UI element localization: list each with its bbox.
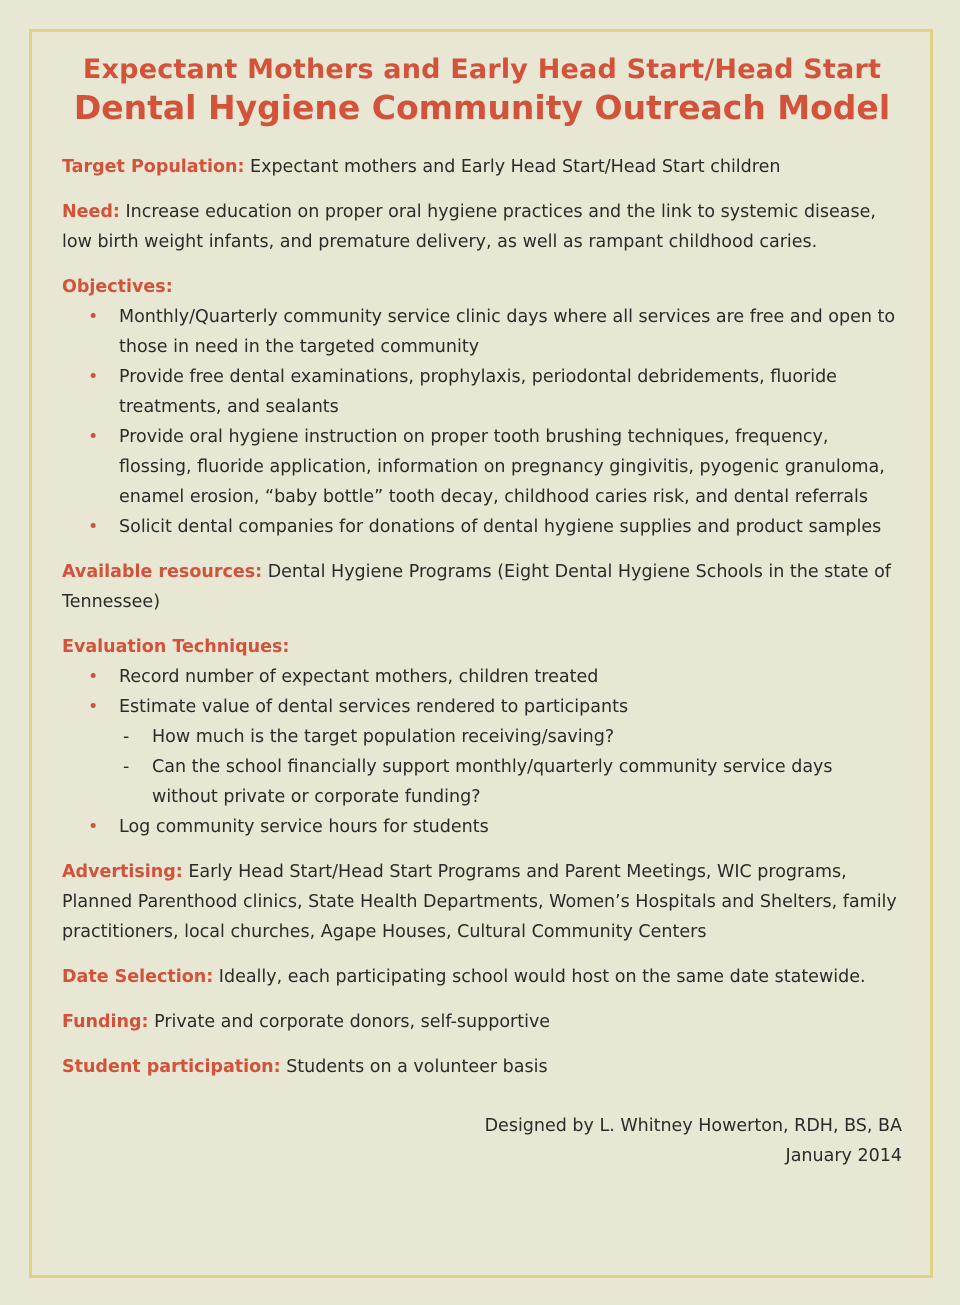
available-resources-section xyxy=(62,557,902,617)
advertising-section xyxy=(62,857,902,947)
target-population-section xyxy=(62,152,902,182)
student-participation-text: Students on a volunteer basis xyxy=(280,1057,548,1077)
list-item: • Provide free dental examinations, prophylaxis, periodontal debridements, fluoride treatments, and sealants xyxy=(119,362,902,422)
target-population-label: Target Population: xyxy=(62,157,245,177)
funding-text: Private and corporate donors, self-supportive xyxy=(148,1012,551,1032)
list-item: • Solicit dental companies for donations of dental hygiene supplies and product samples xyxy=(119,512,902,542)
student-participation-section xyxy=(62,1052,902,1082)
objectives-label: Objectives: xyxy=(62,277,173,297)
signature-block xyxy=(62,1111,902,1171)
designer-credit: Designed by L. Whitney Howerton, RDH, BS, BA xyxy=(484,1116,902,1136)
list-item: • Record number of expectant mothers, children treated xyxy=(119,662,902,692)
list-item xyxy=(119,692,902,812)
evaluation-list xyxy=(62,662,902,842)
title-line-2: Dental Hygiene Community Outreach Model xyxy=(73,88,891,127)
list-item-text: Estimate value of dental services rendered to participants xyxy=(119,697,629,717)
document-body xyxy=(62,52,902,1171)
date-selection-label: Date Selection: xyxy=(62,967,214,987)
need-text: Increase education on proper oral hygiene practices and the link to systemic disease, low birth weight infants, and premature delivery, as well as rampant childhood caries. xyxy=(62,202,876,252)
list-item: • Log community service hours for students xyxy=(119,812,902,842)
list-item: • Provide oral hygiene instruction on proper tooth brushing techniques, frequency, flossing, fluoride application, information on pregnancy gingivitis, pyogenic granuloma, enamel erosion, “baby bottle” tooth decay, childhood caries risk, and dental referrals xyxy=(119,422,902,512)
evaluation-sub-list xyxy=(119,722,902,812)
available-resources-label: Available resources: xyxy=(62,562,263,582)
advertising-label: Advertising: xyxy=(62,862,183,882)
advertising-text: Early Head Start/Head Start Programs and Parent Meetings, WIC programs, Planned Parenthood clinics, State Health Departments, Women’s Hospitals and Shelters, family practitioners, local churches, Agape Houses, Cultural Community Centers xyxy=(62,862,897,942)
need-label: Need: xyxy=(62,202,120,222)
need-section xyxy=(62,197,902,257)
date-selection-text: Ideally, each participating school would host on the same date statewide. xyxy=(213,967,866,987)
evaluation-label: Evaluation Techniques: xyxy=(62,637,290,657)
sub-list-item: - Can the school financially support monthly/quarterly community service days without private or corporate funding? xyxy=(152,752,902,812)
sub-list-item: - How much is the target population receiving/saving? xyxy=(152,722,902,752)
target-population-text: Expectant mothers and Early Head Start/Head Start children xyxy=(244,157,781,177)
evaluation-section xyxy=(62,632,902,842)
date-selection-section xyxy=(62,962,902,992)
funding-section xyxy=(62,1007,902,1037)
title-line-1: Expectant Mothers and Early Head Start/Head Start xyxy=(82,54,882,85)
objectives-section xyxy=(62,272,902,542)
available-resources-text: Dental Hygiene Programs (Eight Dental Hygiene Schools in the state of Tennessee) xyxy=(62,562,891,612)
funding-label: Funding: xyxy=(62,1012,149,1032)
objectives-list xyxy=(62,302,902,542)
design-date: January 2014 xyxy=(785,1146,902,1166)
student-participation-label: Student participation: xyxy=(62,1057,281,1077)
list-item: • Monthly/Quarterly community service clinic days where all services are free and open to those in need in the targeted community xyxy=(119,302,902,362)
